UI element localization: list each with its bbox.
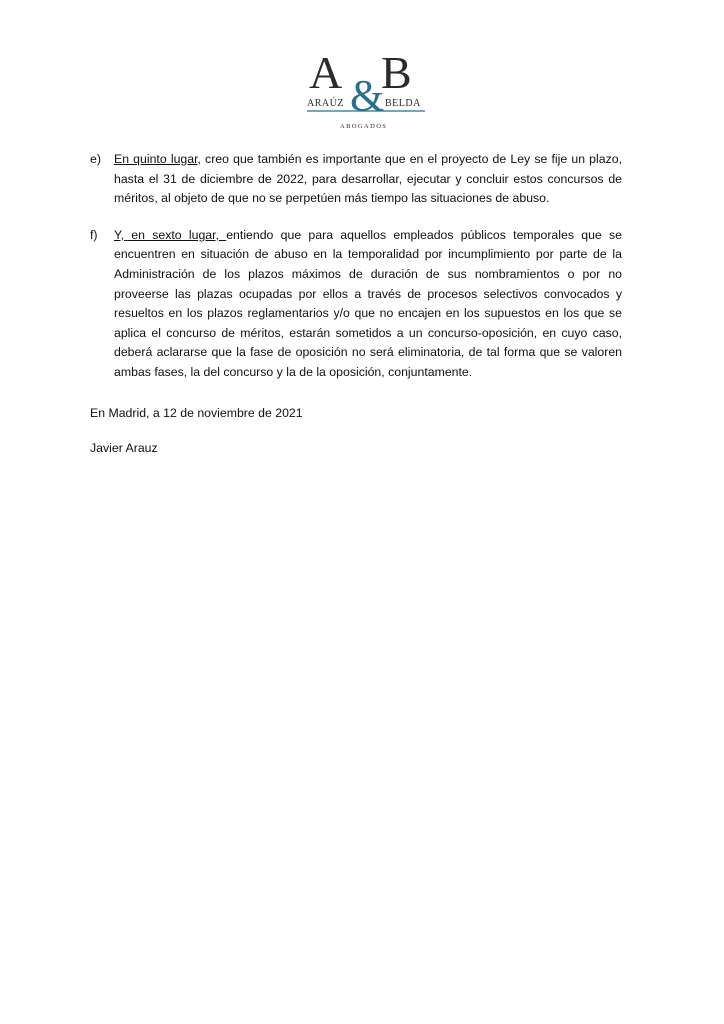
logo-letter-a: A: [309, 48, 343, 98]
logo-name-left: ARAÚZ: [307, 98, 344, 109]
list-item-text: [114, 150, 622, 209]
item-text: , creo que también es importante que en el proyecto de Ley se fije un plazo, hasta el 31 de diciembre de 2022, para desarrollar, ejecutar y concluir estos concursos de méritos, al objeto de que no se perpetúen más tiempo las situaciones de abuso.: [114, 152, 622, 206]
item-lead: Y, en sexto lugar,: [114, 227, 227, 242]
item-lead: En quinto lugar: [114, 152, 198, 166]
list-marker: f): [90, 227, 98, 242]
firm-logo: [305, 48, 427, 134]
logo-subtitle: ABOGADOS: [340, 123, 388, 130]
list-item: [90, 226, 622, 383]
logo-letter-b: B: [381, 48, 412, 98]
firm-logo-graphic: [305, 48, 427, 134]
list-marker: e): [90, 152, 101, 166]
signer-name: Javier Arauz: [90, 441, 158, 455]
logo-ampersand: &: [350, 71, 385, 120]
list-item-text: [114, 226, 622, 383]
list-item: [90, 150, 622, 209]
logo-name-right: BELDA: [385, 98, 421, 109]
document-body: [90, 150, 622, 400]
place-date: En Madrid, a 12 de noviembre de 2021: [90, 406, 303, 420]
item-text: entiendo que para aquellos empleados públicos temporales que se encuentren en situación de abuso en la temporalidad por incumplimiento por parte de la Administración de los plazos máximos de duración de sus nombramientos o por no proveerse las plazas ocupadas por ellos a través de procesos selectivos convocados y resueltos en los plazos reglamentarios y/o que no encajen en los supuestos en los que se aplica el concurso de méritos, estarán sometidos a un concurso-oposición, en cuyo caso, deberá aclararse que la fase de oposición no será eliminatoria, de tal forma que se valoren ambas fases, la del concurso y la de la oposición, conjuntamente.: [114, 227, 622, 379]
